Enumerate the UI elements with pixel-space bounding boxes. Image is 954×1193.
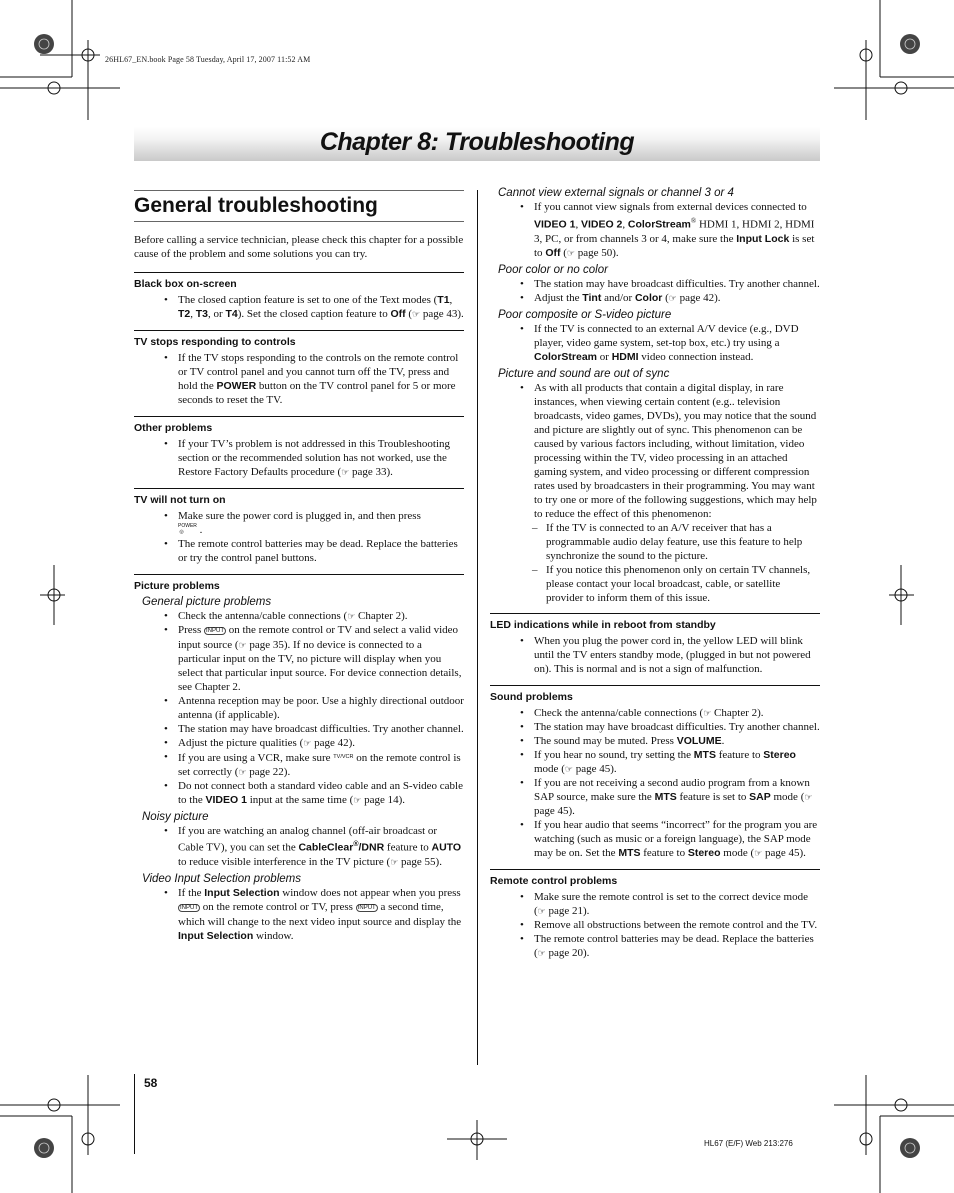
subheading-sync: Picture and sound are out of sync [498, 367, 670, 380]
list-item: • Check the antenna/cable connections (☞ Chapter 2). [490, 706, 820, 720]
list-item: • When you plug the power cord in, the yellow LED will blink until the TV enters standby mode, (plugged in but not powered on). This is normal and is not a sign of malfunction. [490, 634, 820, 676]
list-item: • As with all products that contain a digital display, in rare instances, when viewing certain content (e.g.. television broadcasts, video games, DVDs), you may notice that the sound and picture are slightly out of sync. This phenomenon can be caused by various factors including, without limitation, video processing within the TV, video processing in an attached gaming system, and video processing or different compression rates used by broadcasters in their programming. You may want to try one or more of the following suggestions, which may help to reduce the effect of this phenomenon: [490, 381, 820, 521]
heading-led: LED indications while in reboot from standby [490, 613, 820, 632]
list-item: • The remote control batteries may be dead. Replace the batteries (☞ page 20). [490, 932, 820, 960]
subheading-external-signals: Cannot view external signals or channel 3 or 4 [498, 187, 734, 199]
list-item: • If the Input Selection window does not appear when you press INPUT on the remote control or TV, press INPUT a second time, which will change to the next video input source and display the Input Selection window. [134, 886, 464, 943]
heading-sound-problems: Sound problems [490, 685, 820, 704]
footer-code: HL67 (E/F) Web 213:276 [704, 1139, 793, 1148]
list-item: • The station may have broadcast difficulties. Try another channel. [490, 277, 820, 291]
input-button-icon: INPUT [357, 904, 376, 911]
list-external [490, 200, 820, 260]
heading-black-box: Black box on-screen [134, 272, 464, 291]
list-item: • The remote control batteries may be dead. Replace the batteries or try the control panel buttons. [134, 537, 464, 565]
list-tv-stops [134, 351, 464, 407]
hand-pointer-icon: ☞ [754, 847, 763, 858]
list-item: • The station may have broadcast difficulties. Try another channel. [490, 720, 820, 734]
list-noisy-picture [134, 824, 464, 869]
list-no-power [134, 509, 464, 565]
list-general-picture [134, 609, 464, 807]
heading-tv-stops: TV stops responding to controls [134, 330, 464, 349]
hand-pointer-icon: ☞ [703, 707, 712, 718]
list-led [490, 634, 820, 676]
list-other [134, 437, 464, 479]
hand-pointer-icon: ☞ [303, 738, 312, 748]
list-item: • Make sure the remote control is set to the correct device mode (☞ page 21). [490, 890, 820, 918]
intro-paragraph: Before calling a service technician, please check this chapter for a possible cause of the problem and some solutions you can try. [134, 234, 464, 260]
list-item: • If you are using a VCR, make sure $^{TV/VCR}$ on the remote control is set correctly (☞ page 22). [134, 750, 464, 779]
hand-pointer-icon: ☞ [353, 795, 362, 805]
list-item: – If you notice this phenomenon only on certain TV channels, please contact your local broadcast, cable, or satellite provider to inform them of this issue. [490, 563, 820, 605]
hand-pointer-icon: ☞ [537, 947, 546, 958]
list-video-input [134, 886, 464, 943]
list-item: • Check the antenna/cable connections (☞ Chapter 2). [134, 609, 464, 623]
subheading-general-picture: General picture problems [142, 596, 272, 608]
list-item: • If your TV’s problem is not addressed in this Troubleshooting section or the recommended solution has not worked, use the Restore Factory Defaults procedure (☞ page 33). [134, 437, 464, 479]
hand-pointer-icon: ☞ [341, 467, 350, 477]
book-header: 26HL67_EN.book Page 58 Tuesday, April 17, 2007 11:52 AM [105, 55, 311, 64]
hand-pointer-icon: ☞ [412, 309, 421, 319]
list-item: • If you hear no sound, try setting the MTS feature to Stereo mode (☞ page 45). [490, 748, 820, 776]
list-item: • Press INPUT on the remote control or TV and select a valid video input source (☞ page 35). If no device is connected to a particular input on the TV, no picture will display when you select that particular input source. For device connection details, see Chapter 2. [134, 623, 464, 694]
list-item: • Remove all obstructions between the remote control and the TV. [490, 918, 820, 932]
hand-pointer-icon: ☞ [668, 292, 677, 303]
subheading-poor-color: Poor color or no color [498, 263, 608, 276]
list-item: • If the TV stops responding to the controls on the remote control or TV control panel and you cannot turn off the TV, press and hold the POWER button on the TV control panel for 5 or more seconds to reset the TV. [134, 351, 464, 407]
heading-no-power: TV will not turn on [134, 488, 464, 507]
list-item: • Antenna reception may be poor. Use a highly directional outdoor antenna (if applicable). [134, 694, 464, 722]
list-poor-color [490, 277, 820, 305]
subheading-noisy-picture: Noisy picture [142, 811, 209, 823]
list-item: • If you cannot view signals from external devices connected to VIDEO 1, VIDEO 2, ColorStream® HDMI 1, HDMI 2, HDMI 3, PC, or from channels 3 or 4, make sure the Input Lock is set to Off (☞ page 50). [490, 200, 820, 260]
list-item: • The closed caption feature is set to one of the Text modes (T1, T2, T3, or T4). Set the closed caption feature to Off (☞ page 43). [134, 293, 464, 321]
input-button-icon: INPUT [205, 628, 224, 634]
hand-pointer-icon: ☞ [238, 640, 247, 650]
page-margin-rule [134, 1074, 135, 1154]
list-composite [490, 322, 820, 364]
list-sound [490, 706, 820, 860]
column-divider [477, 190, 478, 1065]
hand-pointer-icon: ☞ [566, 247, 575, 258]
hand-pointer-icon: ☞ [804, 791, 813, 802]
page-number: 58 [144, 1076, 158, 1090]
section-title: General troubleshooting [134, 190, 464, 222]
list-item: • Make sure the power cord is plugged in, and then press POWER ◎ . [134, 509, 464, 537]
hand-pointer-icon: ☞ [537, 905, 546, 916]
hand-pointer-icon: ☞ [238, 767, 247, 777]
power-icon: POWER ◎ [178, 523, 197, 535]
tvvcr-button-icon: TV/VCR [333, 754, 354, 760]
list-item: • If you are not receiving a second audio program from a known SAP source, make sure the MTS feature is set to SAP mode (☞ page 45). [490, 776, 820, 818]
hand-pointer-icon: ☞ [390, 856, 399, 867]
left-column [134, 233, 464, 943]
hand-pointer-icon: ☞ [564, 763, 573, 774]
heading-picture-problems: Picture problems [134, 574, 464, 593]
heading-other-problems: Other problems [134, 416, 464, 435]
list-item: • Adjust the Tint and/or Color (☞ page 42). [490, 291, 820, 305]
subheading-composite: Poor composite or S-video picture [498, 308, 672, 321]
list-item: • Do not connect both a standard video cable and an S-video cable to the VIDEO 1 input at the same time (☞ page 14). [134, 779, 464, 807]
subheading-video-input: Video Input Selection problems [142, 872, 301, 885]
input-button-icon: INPUT [180, 904, 198, 911]
list-item: • The sound may be muted. Press VOLUME. [490, 734, 820, 748]
list-remote [490, 890, 820, 960]
list-item: • If you are watching an analog channel (off-air broadcast or Cable TV), you can set the CableClear®/DNR feature to AUTO to reduce visible interference in the TV picture (☞ page 55). [134, 824, 464, 869]
list-item: • Adjust the picture qualities (☞ page 42). [134, 736, 464, 750]
list-item: • If the TV is connected to an external A/V device (e.g., DVD player, video game system, set-top box, etc.) try using a ColorStream or HDMI video connection instead. [490, 322, 820, 364]
list-sync [490, 381, 820, 605]
list-item: • The station may have broadcast difficulties. Try another channel. [134, 722, 464, 736]
list-item: – If the TV is connected to an A/V receiver that has a programmable audio delay feature, use this feature to help synchronize the sound to the picture. [490, 521, 820, 563]
list-black-box [134, 293, 464, 321]
list-item: • If you hear audio that seems “incorrect” for the program you are watching (such as music or a foreign language), the SAP mode may be on. Set the MTS feature to Stereo mode (☞ page 45). [490, 818, 820, 860]
hand-pointer-icon: ☞ [347, 611, 356, 621]
right-column [490, 186, 820, 960]
heading-remote-problems: Remote control problems [490, 869, 820, 888]
chapter-title: Chapter 8: Troubleshooting [319, 128, 635, 156]
